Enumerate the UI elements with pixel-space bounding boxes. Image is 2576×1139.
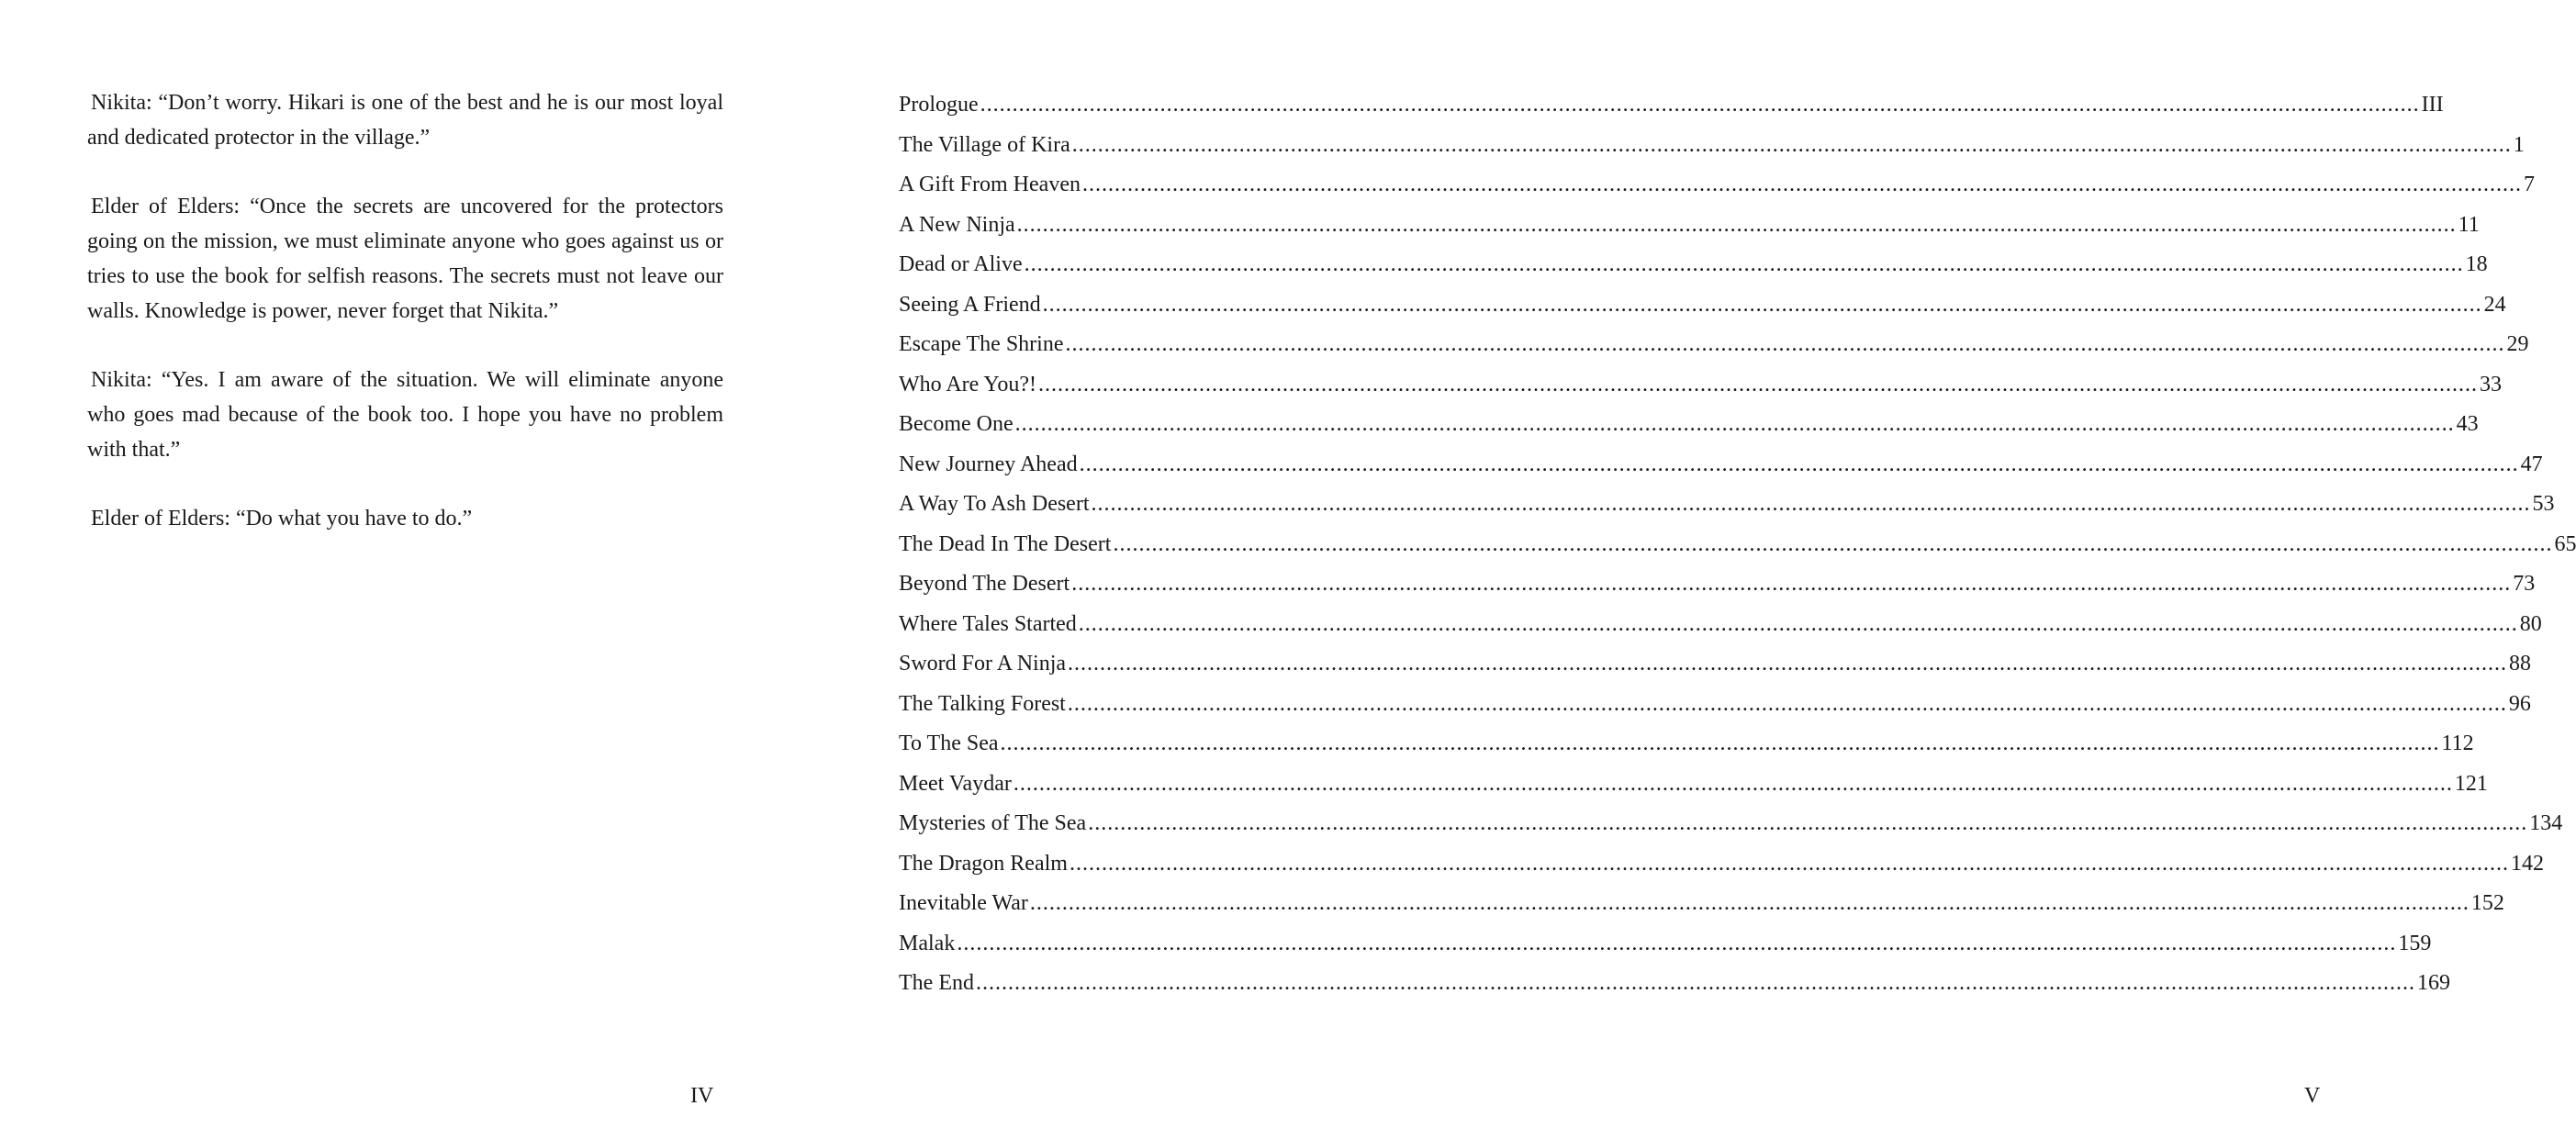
dot-leader: [1113, 528, 2552, 561]
toc-entry-page: 7: [2523, 173, 2535, 196]
toc-entry: [899, 208, 2480, 249]
toc-entry-title: Inevitable War: [899, 891, 1028, 915]
toc-entry-page: 112: [2441, 731, 2474, 755]
dot-leader: [1043, 288, 2482, 321]
dot-leader: [1066, 328, 2505, 361]
paragraph: Nikita: “Yes. I am aware of the situation. We will eliminate anyone who goes mad because of the book too. I hope you have no problem with that.”: [87, 368, 723, 462]
toc-entry: [899, 927, 2432, 967]
toc-entry-page: 47: [2520, 452, 2543, 476]
toc-entry-page: 152: [2470, 891, 2504, 915]
toc-entry: [899, 727, 2474, 767]
toc-entry-title: The Talking Forest: [899, 691, 1066, 716]
paragraph: Elder of Elders: “Once the secrets are uncovered for the protectors going on the mission, we must eliminate anyone who goes against us or tries to use the book for selfish reasons. The secrets must not leave our walls. Knowledge is power, never forget that Nikita.”: [87, 195, 723, 323]
toc-entry-title: A Way To Ash Desert: [899, 492, 1090, 516]
toc-entry-page: 33: [2480, 372, 2502, 396]
page-number: V: [2304, 1084, 2321, 1108]
dot-leader: [1079, 608, 2518, 641]
toc-entry: [899, 807, 2563, 847]
dot-leader: [976, 966, 2415, 999]
dot-leader: [1001, 727, 2440, 760]
toc-entry-page: 65: [2554, 531, 2576, 556]
dialogue-text: [87, 85, 723, 570]
right-page: [802, 0, 2576, 1139]
toc-entry-title: New Journey Ahead: [899, 452, 1078, 476]
dot-leader: [1092, 487, 2531, 520]
dot-leader: [957, 927, 2396, 960]
toc-entry-title: To The Sea: [899, 731, 999, 755]
toc-entry-title: Escape The Shrine: [899, 332, 1064, 356]
toc-entry-page: 88: [2509, 652, 2532, 676]
toc-entry-title: The Village of Kira: [899, 132, 1070, 157]
dot-leader: [1082, 168, 2522, 201]
toc-entry-title: Beyond The Desert: [899, 572, 1070, 596]
toc-entry: [899, 168, 2535, 208]
toc-entry: [899, 528, 2576, 568]
toc-entry-title: Sword For A Ninja: [899, 652, 1067, 676]
dot-leader: [1068, 647, 2507, 680]
paragraph: Nikita: “Don’t worry. Hikari is one of the best and he is our most loyal and dedicated protector in the village.”: [87, 91, 723, 150]
toc-entry-title: Become One: [899, 412, 1014, 436]
toc-entry: [899, 767, 2488, 808]
toc-entry: [899, 567, 2536, 608]
toc-entry: [899, 487, 2555, 528]
toc-entry: [899, 448, 2543, 488]
toc-entry-page: 43: [2456, 412, 2479, 436]
dot-leader: [1088, 807, 2527, 840]
toc-entry: [899, 248, 2488, 288]
toc-entry-title: Mysteries of The Sea: [899, 811, 1087, 835]
toc-entry: [899, 128, 2525, 169]
toc-entry-title: Where Tales Started: [899, 611, 1077, 636]
toc-entry: [899, 608, 2542, 648]
dot-leader: [1015, 408, 2455, 441]
toc-entry: [899, 88, 2444, 128]
toc-entry-page: 18: [2465, 252, 2488, 276]
toc-entry-page: 11: [2458, 212, 2480, 237]
page-number: IV: [690, 1084, 714, 1108]
toc-entry-title: The Dragon Realm: [899, 851, 1068, 876]
toc-entry: [899, 408, 2479, 448]
toc-entry-page: 121: [2454, 771, 2488, 796]
dot-leader: [1030, 887, 2470, 920]
toc-entry: [899, 687, 2531, 728]
toc-entry-title: A New Ninja: [899, 212, 1015, 237]
toc-entry-page: 159: [2398, 931, 2432, 955]
toc-entry: [899, 368, 2502, 408]
toc-entry: [899, 647, 2532, 687]
dot-leader: [1080, 448, 2519, 481]
dot-leader: [1070, 847, 2509, 880]
dot-leader: [980, 88, 2420, 121]
paragraph: Elder of Elders: “Do what you have to do.”: [91, 507, 473, 530]
toc-entry-page: 73: [2513, 572, 2536, 596]
dot-leader: [1071, 567, 2511, 600]
dot-leader: [1025, 248, 2464, 281]
toc-entry-title: The Dead In The Desert: [899, 531, 1112, 556]
dot-leader: [1068, 687, 2507, 720]
toc-entry-title: Prologue: [899, 93, 979, 117]
toc-entry-page: III: [2421, 93, 2444, 117]
table-of-contents: [899, 88, 2576, 1007]
toc-entry-page: 29: [2506, 332, 2529, 356]
toc-entry-page: 80: [2519, 611, 2542, 636]
dot-leader: [1072, 128, 2512, 162]
toc-entry-page: 24: [2483, 292, 2506, 317]
toc-entry-page: 96: [2508, 691, 2531, 716]
toc-entry-page: 134: [2529, 811, 2563, 835]
left-page: [0, 0, 802, 1139]
toc-entry-title: Malak: [899, 931, 956, 955]
toc-entry: [899, 288, 2506, 329]
toc-entry: [899, 966, 2450, 1007]
toc-entry-title: The End: [899, 971, 974, 995]
toc-entry-title: A Gift From Heaven: [899, 173, 1081, 196]
dot-leader: [1038, 368, 2478, 401]
toc-entry: [899, 328, 2529, 368]
toc-entry-title: Who Are You?!: [899, 372, 1036, 396]
toc-entry: [899, 847, 2544, 888]
toc-entry-title: Meet Vaydar: [899, 771, 1012, 796]
toc-entry-title: Dead or Alive: [899, 252, 1023, 276]
toc-entry-page: 169: [2416, 971, 2450, 995]
dot-leader: [1017, 208, 2457, 241]
dot-leader: [1014, 767, 2453, 800]
toc-entry-page: 142: [2510, 851, 2544, 876]
toc-entry-title: Seeing A Friend: [899, 292, 1041, 317]
toc-entry-page: 53: [2532, 492, 2555, 516]
toc-entry: [899, 887, 2504, 927]
toc-entry-page: 1: [2513, 132, 2525, 157]
